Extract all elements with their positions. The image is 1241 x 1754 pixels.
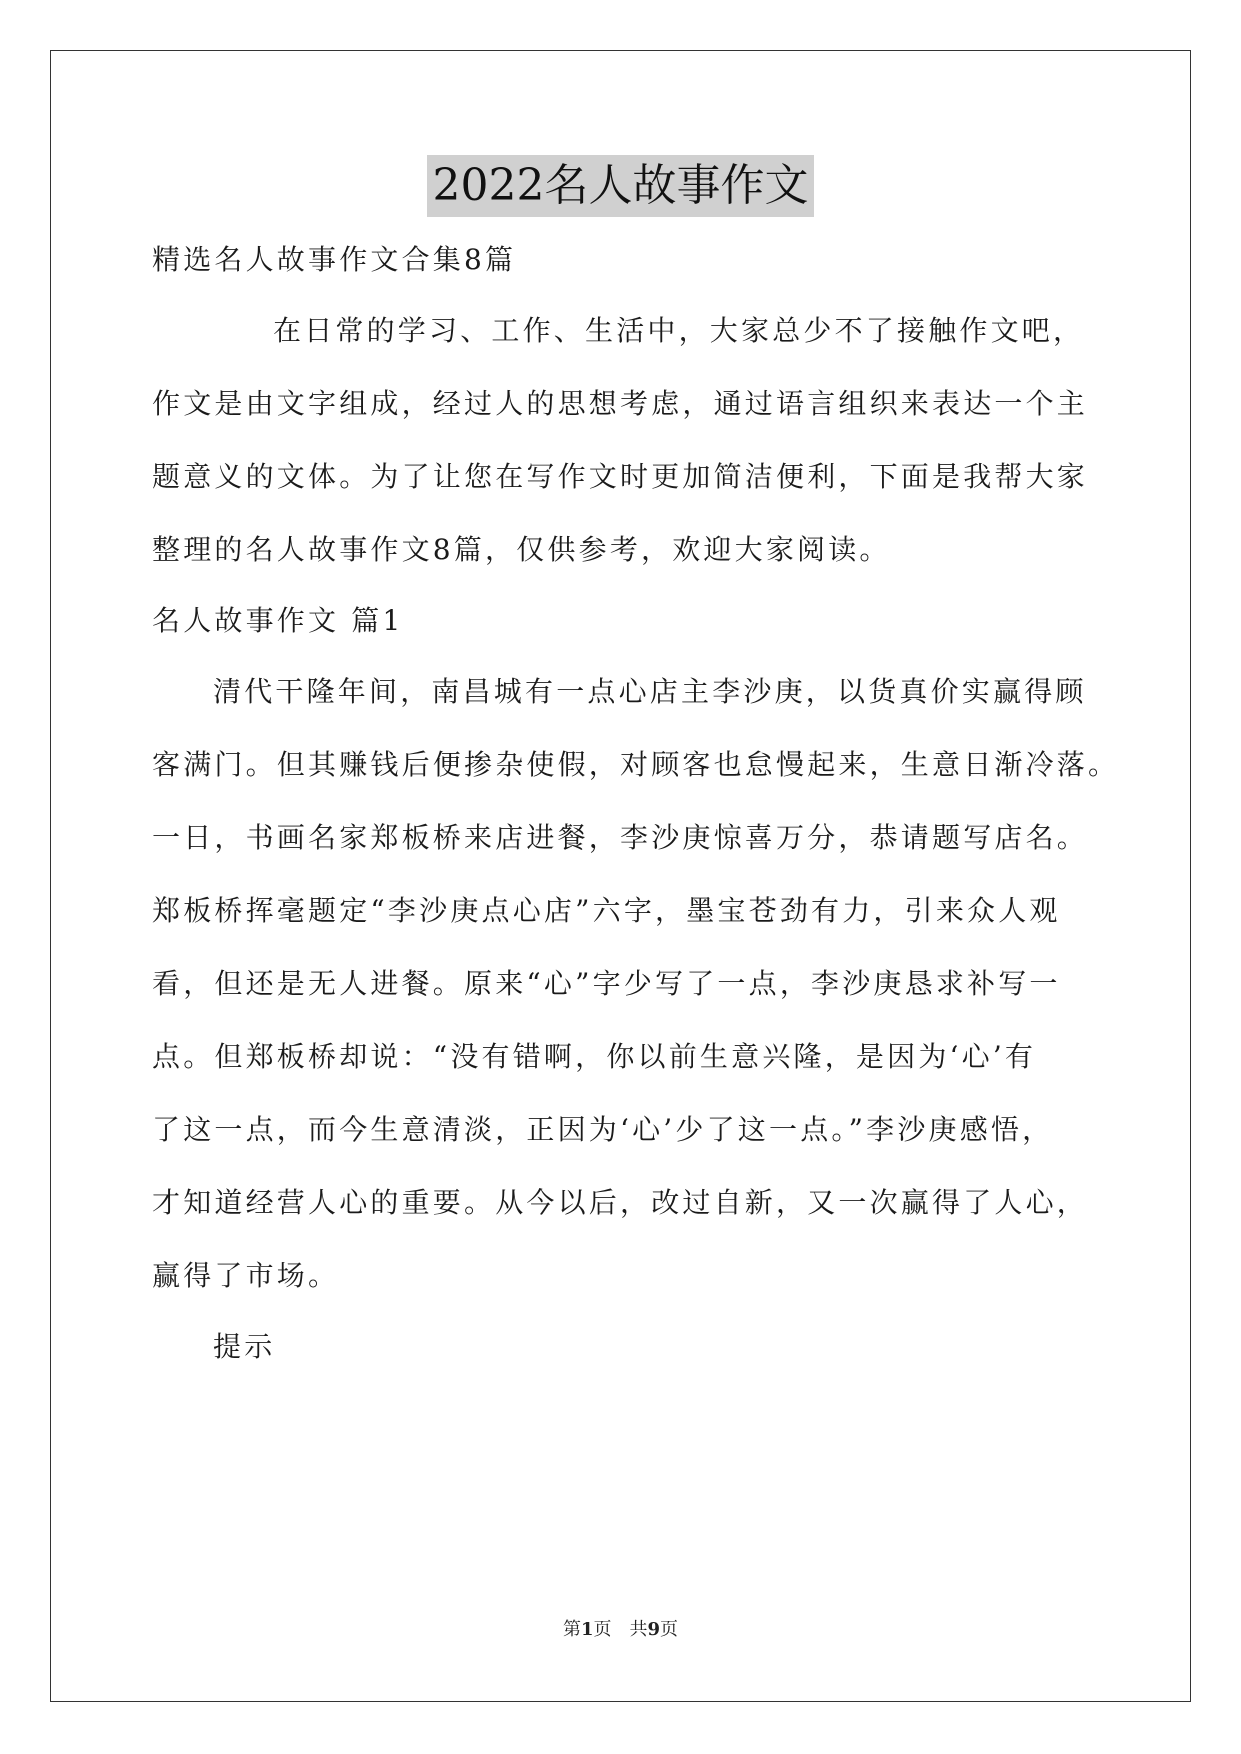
- document-subtitle: 精选名人故事作文合集8篇: [152, 243, 517, 276]
- body-line-7: 了这一点，而今生意清淡，正因为‘心’少了这一点。”李沙庚感悟，: [152, 1113, 1054, 1146]
- document-title: 2022名人故事作文: [427, 155, 815, 217]
- section-heading: 名人故事作文 篇1: [152, 604, 404, 637]
- body-line-8: 才知道经营人心的重要。从今以后，改过自新，又一次赢得了人心，: [152, 1186, 1089, 1219]
- intro-line-1: 在日常的学习、工作、生活中，大家总少不了接触作文吧，: [273, 314, 1085, 347]
- body-line-3: 一日，书画名家郑板桥来店进餐，李沙庚惊喜万分，恭请题写店名。: [152, 821, 1089, 854]
- body-line-9: 赢得了市场。: [152, 1259, 340, 1292]
- body-line-1: 清代干隆年间，南昌城有一点心店主李沙庚，以货真价实赢得顾: [213, 675, 1087, 708]
- footer-page-total: 9: [647, 1619, 661, 1640]
- body-line-5: 看，但还是无人进餐。原来“心”字少写了一点，李沙庚恳求补写一: [152, 967, 1061, 1000]
- body-line-2: 客满门。但其赚钱后便掺杂使假，对顾客也怠慢起来，生意日渐冷落。: [152, 748, 1120, 781]
- footer-page-mid: 页: [593, 1619, 612, 1640]
- tip-label: 提示: [213, 1330, 276, 1363]
- title-container: [0, 155, 1241, 217]
- intro-line-4: 整理的名人故事作文8篇，仅供参考，欢迎大家阅读。: [152, 533, 891, 566]
- body-line-4: 郑板桥挥毫题定“李沙庚点心店”六字，墨宝苍劲有力，引来众人观: [152, 894, 1061, 927]
- intro-line-2: 作文是由文字组成，经过人的思想考虑，通过语言组织来表达一个主: [152, 387, 1089, 420]
- footer-page-current: 1: [580, 1619, 594, 1640]
- footer-total-suffix: 页: [660, 1619, 679, 1640]
- page-footer: [0, 1618, 1241, 1642]
- footer-total-prefix: 共: [629, 1619, 648, 1640]
- footer-page-prefix: 第: [562, 1619, 581, 1640]
- intro-line-3: 题意义的文体。为了让您在写作文时更加简洁便利，下面是我帮大家: [152, 460, 1089, 493]
- page-border: [50, 50, 1191, 1702]
- body-line-6: 点。但郑板桥却说：“没有错啊，你以前生意兴隆，是因为‘心’有: [152, 1040, 1037, 1073]
